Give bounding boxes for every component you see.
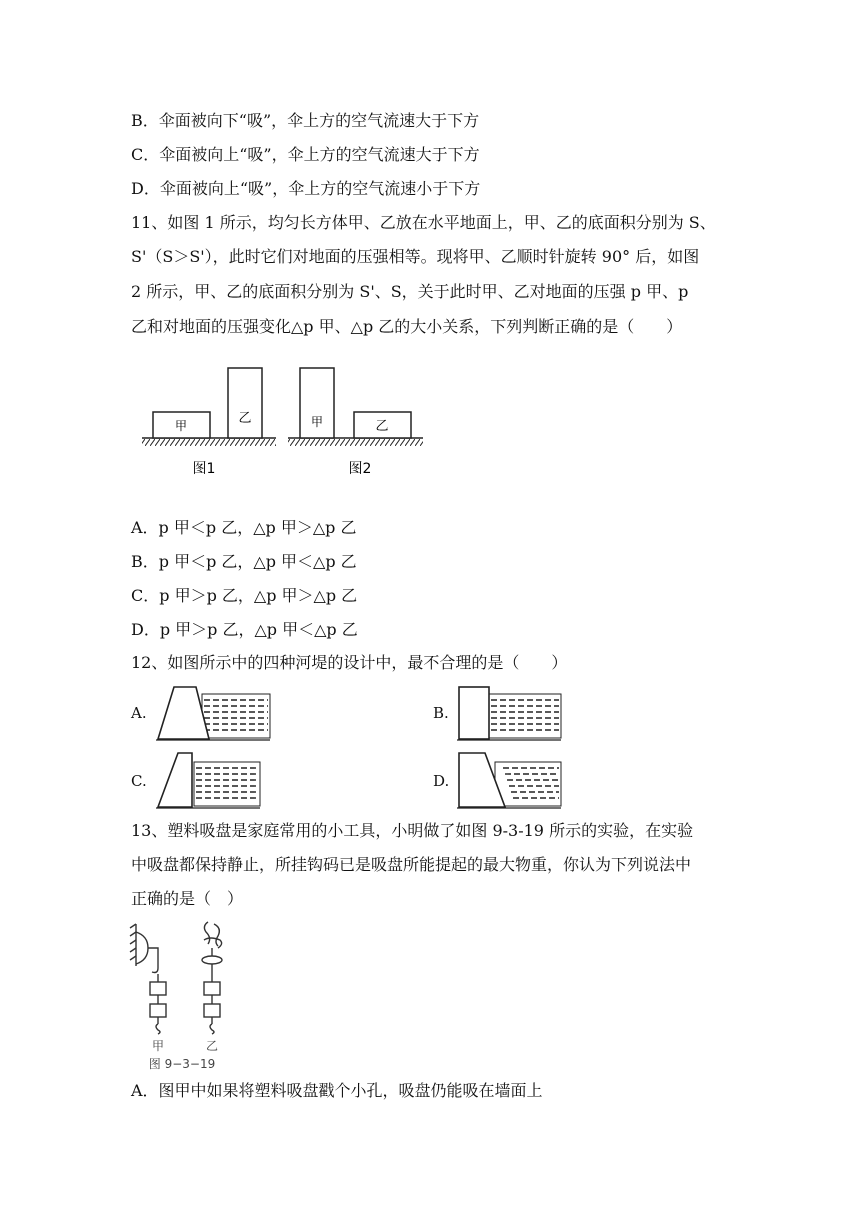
q11-stem-line-2: S'（S＞S'），此时它们对地面的压强相等。现将甲、乙顺时针旋转 90° 后，如图	[131, 247, 700, 266]
q13-label-yi: 乙	[205, 1039, 219, 1053]
block-yi-label-2: 乙	[375, 419, 389, 434]
q10-option-b: B．伞面被向下“吸”，伞上方的空气流速大于下方	[131, 111, 480, 130]
q11-option-d: D．p 甲＞p 乙，△p 甲＜△p 乙	[131, 620, 358, 639]
block-yi-label: 乙	[238, 411, 252, 426]
q13-stem-line-2: 中吸盘都保持静止，所挂钩码已是吸盘所能提起的最大物重，你认为下列说法中	[131, 855, 692, 874]
q12-label-b: B.	[433, 704, 449, 722]
q10-option-c: C．伞面被向上“吸”，伞上方的空气流速大于下方	[131, 145, 480, 164]
q13-figure-caption: 图 9−3−19	[148, 1057, 216, 1071]
q10-option-d: D．伞面被向上“吸”，伞上方的空气流速小于下方	[131, 179, 481, 198]
q13-label-jia: 甲	[151, 1039, 165, 1053]
q11-option-b: B．p 甲＜p 乙，△p 甲＜△p 乙	[131, 552, 357, 571]
q11-stem-line-3: 2 所示，甲、乙的底面积分别为 S'、S，关于此时甲、乙对地面的压强 p 甲、p	[131, 282, 689, 301]
q12-embankment-a	[154, 684, 274, 744]
q11-option-c: C．p 甲＞p 乙，△p 甲＞△p 乙	[131, 586, 358, 605]
fig2-caption: 图2	[348, 461, 372, 477]
q12-stem: 12、如图所示中的四种河堤的设计中，最不合理的是（ ）	[131, 653, 568, 672]
q11-stem-line-4: 乙和对地面的压强变化△p 甲、△p 乙的大小关系，下列判断正确的是（ ）	[131, 317, 683, 336]
q13-option-a: A．图甲中如果将塑料吸盘戳个小孔，吸盘仍能吸在墙面上	[131, 1081, 543, 1100]
q11-option-a: A．p 甲＜p 乙，△p 甲＞△p 乙	[131, 518, 357, 537]
q11-figure-2	[288, 368, 423, 477]
q12-embankment-b	[455, 684, 565, 744]
q12-embankment-c	[154, 750, 264, 812]
q13-stem-line-3: 正确的是（ ）	[131, 889, 244, 908]
q11-figure	[140, 362, 430, 482]
q12-label-a: A.	[131, 704, 147, 722]
q13-stem-line-1: 13、塑料吸盘是家庭常用的小工具，小明做了如图 9-3-19 所示的实验，在实验	[131, 821, 694, 840]
q13-suction-cup-figure	[128, 918, 240, 1074]
q12-label-c: C.	[131, 772, 147, 790]
suction-cup-hand-setup	[202, 922, 222, 1034]
block-yi-tall	[228, 368, 262, 438]
block-jia-label-2: 甲	[310, 415, 324, 429]
q12-embankment-d	[455, 750, 565, 812]
fig1-caption: 图1	[192, 461, 216, 477]
q11-stem-line-1: 11、如图 1 所示，均匀长方体甲、乙放在水平地面上，甲、乙的底面积分别为 S、	[131, 213, 716, 232]
block-jia-label: 甲	[174, 419, 188, 433]
q11-figure-1	[142, 368, 276, 477]
suction-cup-wall-setup	[130, 924, 166, 1034]
q12-label-d: D.	[433, 772, 450, 790]
